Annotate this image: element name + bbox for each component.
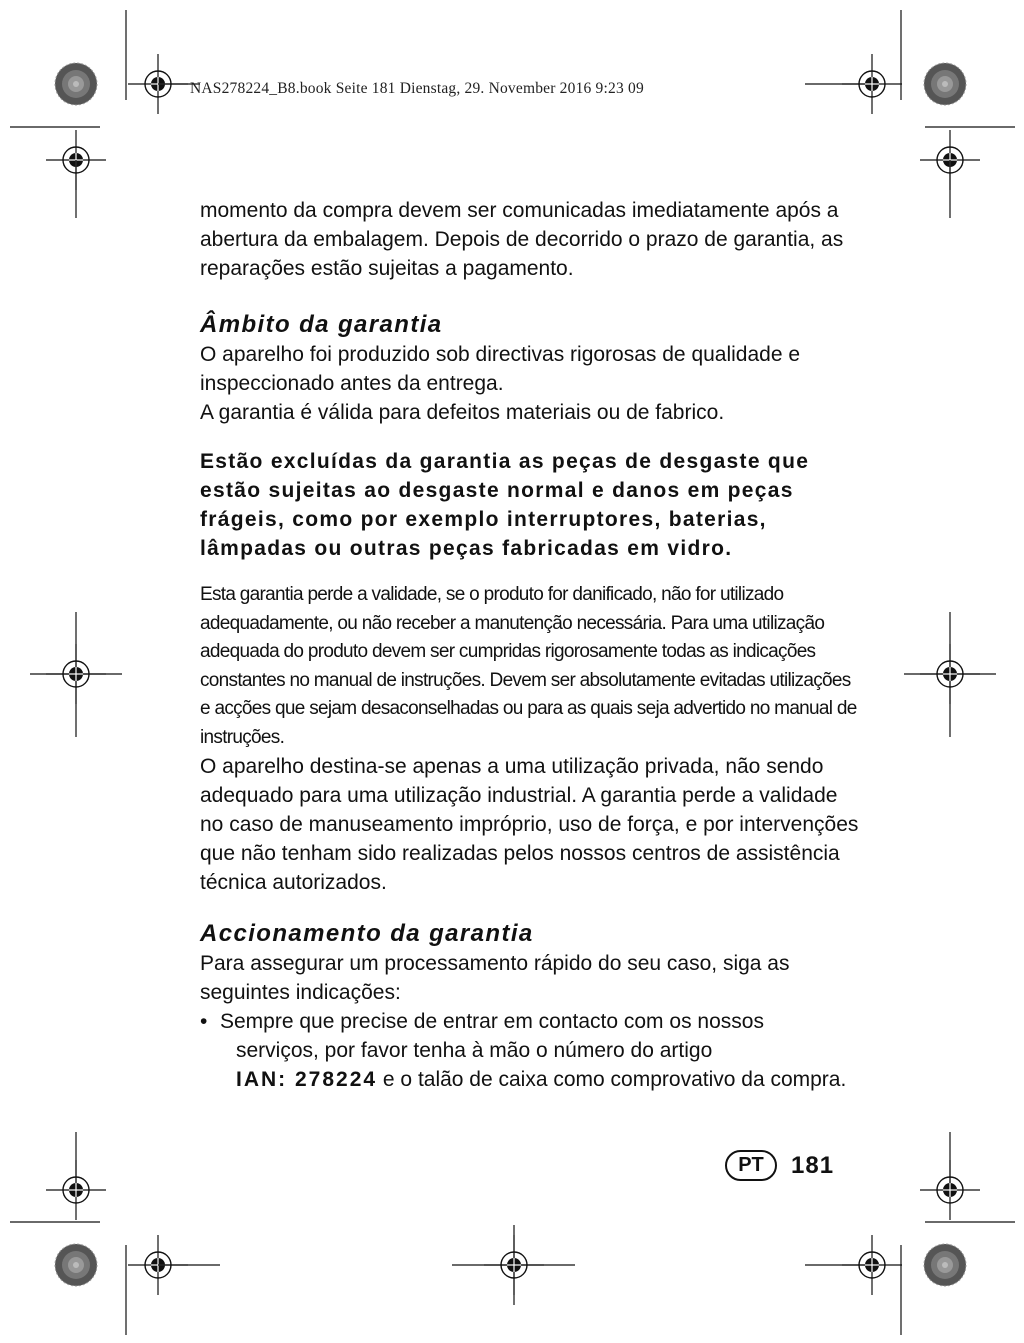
bullet-line-1: Sempre que precise de entrar em contacto com os nossos (220, 1010, 764, 1033)
page-content (200, 196, 860, 1094)
intro-paragraph: momento da compra devem ser comunicadas imediatamente após a abertura da embalagem. Depois de decorrido o prazo de garantia, as reparações estão sujeitas a pagamento. (200, 199, 844, 280)
bullet-line-2: serviços, por favor tenha à mão o número do artigo (236, 1039, 713, 1062)
bullet-tail: e o talão de caixa como comprovativo da compra. (377, 1068, 847, 1091)
print-slug: NAS278224_B8.book Seite 181 Dienstag, 29. November 2016 9:23 09 (190, 80, 644, 97)
exclusion-notice: Estão excluídas da garantia as peças de desgaste que estão sujeitas ao desgaste normal e danos em peças frágeis, como por exemplo interruptores, baterias, lâmpadas ou outras peças fabricadas em vidro. (200, 450, 810, 560)
page-footer (725, 1150, 834, 1181)
scope-paragraph-1: O aparelho foi produzido sob directivas rigorosas de qualidade e inspeccionado antes da entrega. (200, 343, 801, 395)
page-number: 181 (791, 1151, 835, 1179)
ian-number: IAN: 278224 (236, 1068, 378, 1091)
validity-conditions: Esta garantia perde a validade, se o produto for danificado, não for utilizado adequadamente, ou não receber a manutenção necessária. Para uma utilização adequada do produto devem ser cumpridas rigorosamente todas as indicações constantes no manual de instruções. Devem ser absolutamente evitadas utilizações e acções que sejam desaconselhadas ou para as quais seja advertido no manual de instruções. (200, 584, 857, 748)
scope-paragraph-2: A garantia é válida para defeitos materiais ou de fabrico. (200, 401, 725, 424)
bullet-icon: • (200, 1010, 208, 1033)
list-item (200, 1007, 860, 1094)
bullet-line-3 (220, 1065, 860, 1094)
claim-intro: Para assegurar um processamento rápido do seu caso, siga as seguintes indicações: (200, 952, 790, 1004)
language-badge: PT (725, 1150, 777, 1181)
private-use-paragraph: O aparelho destina-se apenas a uma utilização privada, não sendo adequado para uma utilização industrial. A garantia perde a validade no caso de manuseamento impróprio, uso de força, e por intervenções que não tenham sido realizadas pelos nossos centros de assistência técnica autorizados. (200, 755, 859, 894)
section-heading-scope: Âmbito da garantia (200, 311, 443, 338)
section-heading-claim: Accionamento da garantia (200, 920, 534, 947)
